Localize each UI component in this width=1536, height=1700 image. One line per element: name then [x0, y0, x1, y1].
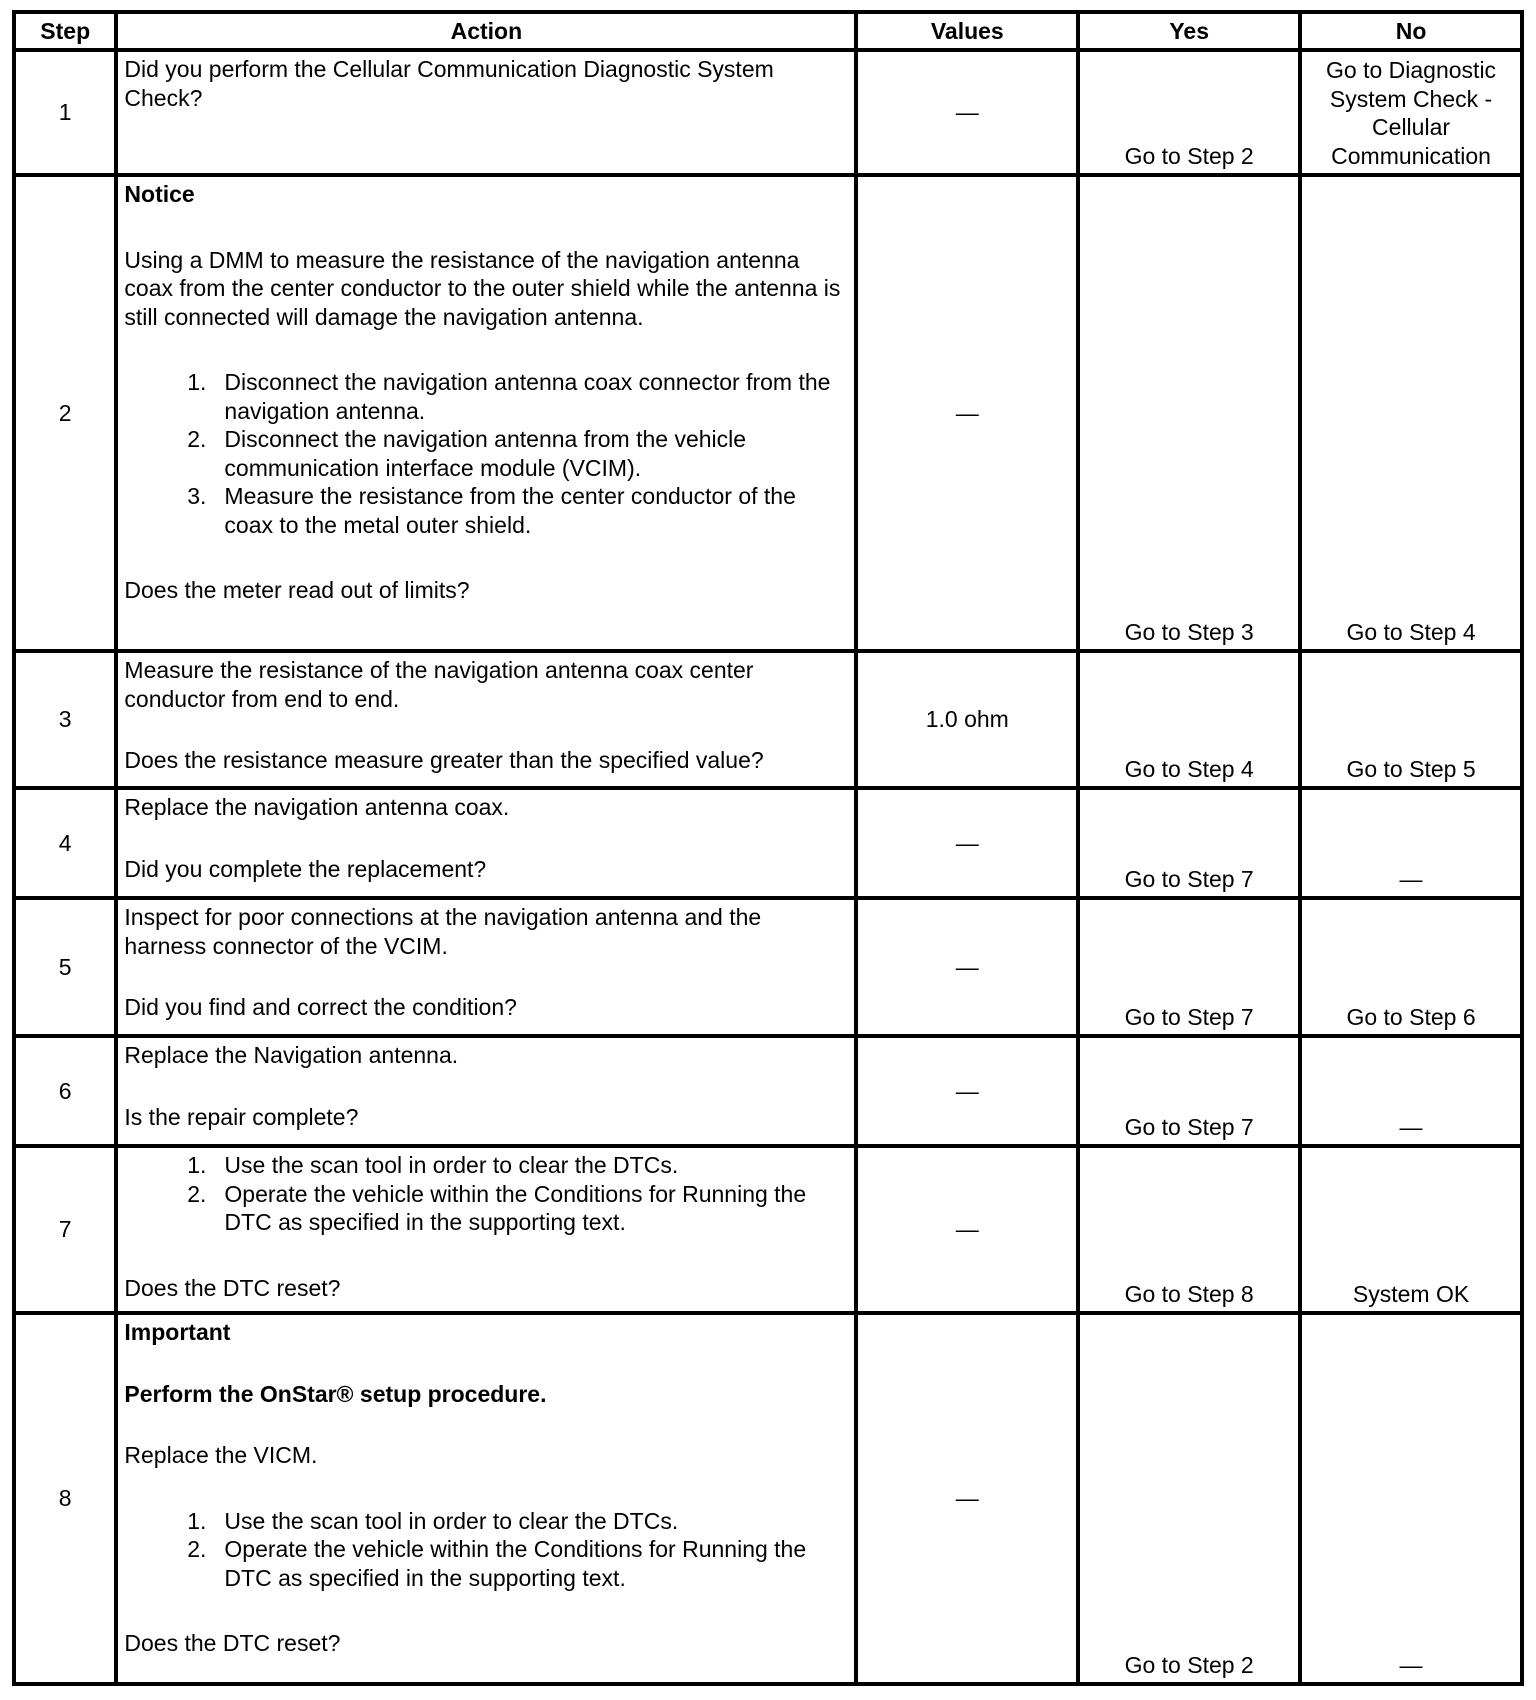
action-text: Replace the navigation antenna coax. [124, 794, 510, 820]
table-row [14, 175, 1522, 651]
action-text: Replace the VICM. [124, 1442, 318, 1468]
list-item: 2. Operate the vehicle within the Conditions for Running the DTC as specified in the supporting text. [187, 1536, 807, 1591]
spacer [124, 1408, 848, 1441]
spacer [124, 1347, 848, 1380]
values-cell: — [856, 1146, 1078, 1313]
table-row [14, 651, 1522, 788]
action-cell [116, 175, 856, 651]
question-text: Did you find and correct the condition? [124, 994, 517, 1020]
step-number: 6 [14, 1036, 116, 1146]
no-cell: Go to Step 4 [1300, 175, 1522, 651]
table-row [14, 1313, 1522, 1684]
yes-cell: Go to Step 4 [1078, 651, 1300, 788]
action-cell [116, 1036, 856, 1146]
yes-cell: Go to Step 3 [1078, 175, 1300, 651]
action-cell [116, 651, 856, 788]
step-number: 8 [14, 1313, 116, 1684]
step-number: 7 [14, 1146, 116, 1313]
action-cell [116, 1146, 856, 1313]
spacer [124, 539, 848, 576]
spacer [124, 209, 848, 246]
yes-cell: Go to Step 7 [1078, 788, 1300, 898]
spacer [124, 960, 848, 993]
table-row [14, 1036, 1522, 1146]
step-number: 1 [14, 50, 116, 175]
header-step: Step [14, 12, 116, 50]
procedure-list [124, 1507, 848, 1593]
question-text: Did you complete the replacement? [124, 855, 487, 882]
yes-cell: Go to Step 2 [1078, 1313, 1300, 1684]
no-cell: Go to Step 5 [1300, 651, 1522, 788]
question-text: Does the meter read out of limits? [124, 577, 470, 603]
spacer [124, 822, 848, 855]
values-cell: — [856, 788, 1078, 898]
header-row [14, 12, 1522, 50]
values-cell: 1.0 ohm [856, 651, 1078, 788]
values-cell: — [856, 1313, 1078, 1684]
action-cell [116, 788, 856, 898]
list-item: 2. Operate the vehicle within the Conditions for Running the DTC as specified in the supporting text. [187, 1180, 807, 1235]
table-row [14, 898, 1522, 1036]
no-cell: — [1300, 1036, 1522, 1146]
action-cell [116, 1313, 856, 1684]
question-text: Does the DTC reset? [124, 1630, 341, 1656]
action-cell [116, 898, 856, 1036]
spacer [124, 331, 848, 368]
no-cell: — [1300, 788, 1522, 898]
list-item: 2. Disconnect the navigation antenna from the vehicle communication interface module (VCIM). [187, 426, 747, 481]
question-text: Is the repair complete? [124, 1103, 359, 1130]
important-text: Perform the OnStar® setup procedure. [124, 1380, 547, 1407]
table-row [14, 788, 1522, 898]
yes-cell: Go to Step 8 [1078, 1146, 1300, 1313]
list-item: 3. Measure the resistance from the center conductor of the coax to the metal outer shield. [187, 483, 796, 538]
step-number: 2 [14, 175, 116, 651]
no-cell: — [1300, 1313, 1522, 1684]
action-text: Replace the Navigation antenna. [124, 1042, 459, 1068]
yes-cell: Go to Step 2 [1078, 50, 1300, 175]
header-action: Action [116, 12, 856, 50]
spacer [124, 1592, 848, 1629]
values-cell: — [856, 898, 1078, 1036]
header-values: Values [856, 12, 1078, 50]
yes-cell: Go to Step 7 [1078, 898, 1300, 1036]
step-number: 5 [14, 898, 116, 1036]
action-text: Inspect for poor connections at the navigation antenna and the harness connector of the VCIM. [124, 904, 762, 959]
action-text: Did you perform the Cellular Communication Diagnostic System Check? [124, 56, 774, 111]
spacer [124, 1237, 848, 1274]
list-item: 1. Use the scan tool in order to clear the DTCs. [187, 1507, 679, 1534]
question-text: Does the resistance measure greater than the specified value? [124, 747, 764, 773]
values-cell: — [856, 1036, 1078, 1146]
list-item: 1. Disconnect the navigation antenna coax connector from the navigation antenna. [187, 369, 831, 424]
list-item: 1. Use the scan tool in order to clear the DTCs. [187, 1152, 679, 1178]
no-cell: System OK [1300, 1146, 1522, 1313]
action-text: Measure the resistance of the navigation antenna coax center conductor from end to end. [124, 657, 754, 712]
procedure-list [124, 368, 848, 539]
step-number: 3 [14, 651, 116, 788]
procedure-list [124, 1151, 848, 1237]
spacer [124, 1070, 848, 1103]
diagnostic-table [12, 10, 1524, 1686]
spacer [124, 1470, 848, 1507]
values-cell: — [856, 175, 1078, 651]
header-no: No [1300, 12, 1522, 50]
important-title: Important [124, 1319, 231, 1345]
table-row [14, 50, 1522, 175]
notice-text: Using a DMM to measure the resistance of the navigation antenna coax from the center conductor to the outer shield while the antenna is still connected will damage the navigation antenna. [124, 246, 841, 330]
spacer [124, 713, 848, 746]
notice-title: Notice [124, 181, 195, 207]
step-number: 4 [14, 788, 116, 898]
no-cell: Go to Diagnostic System Check - Cellular Communication [1300, 50, 1522, 175]
question-text: Does the DTC reset? [124, 1274, 341, 1301]
values-cell: — [856, 50, 1078, 175]
header-yes: Yes [1078, 12, 1300, 50]
action-cell [116, 50, 856, 175]
yes-cell: Go to Step 7 [1078, 1036, 1300, 1146]
table-row [14, 1146, 1522, 1313]
no-cell: Go to Step 6 [1300, 898, 1522, 1036]
